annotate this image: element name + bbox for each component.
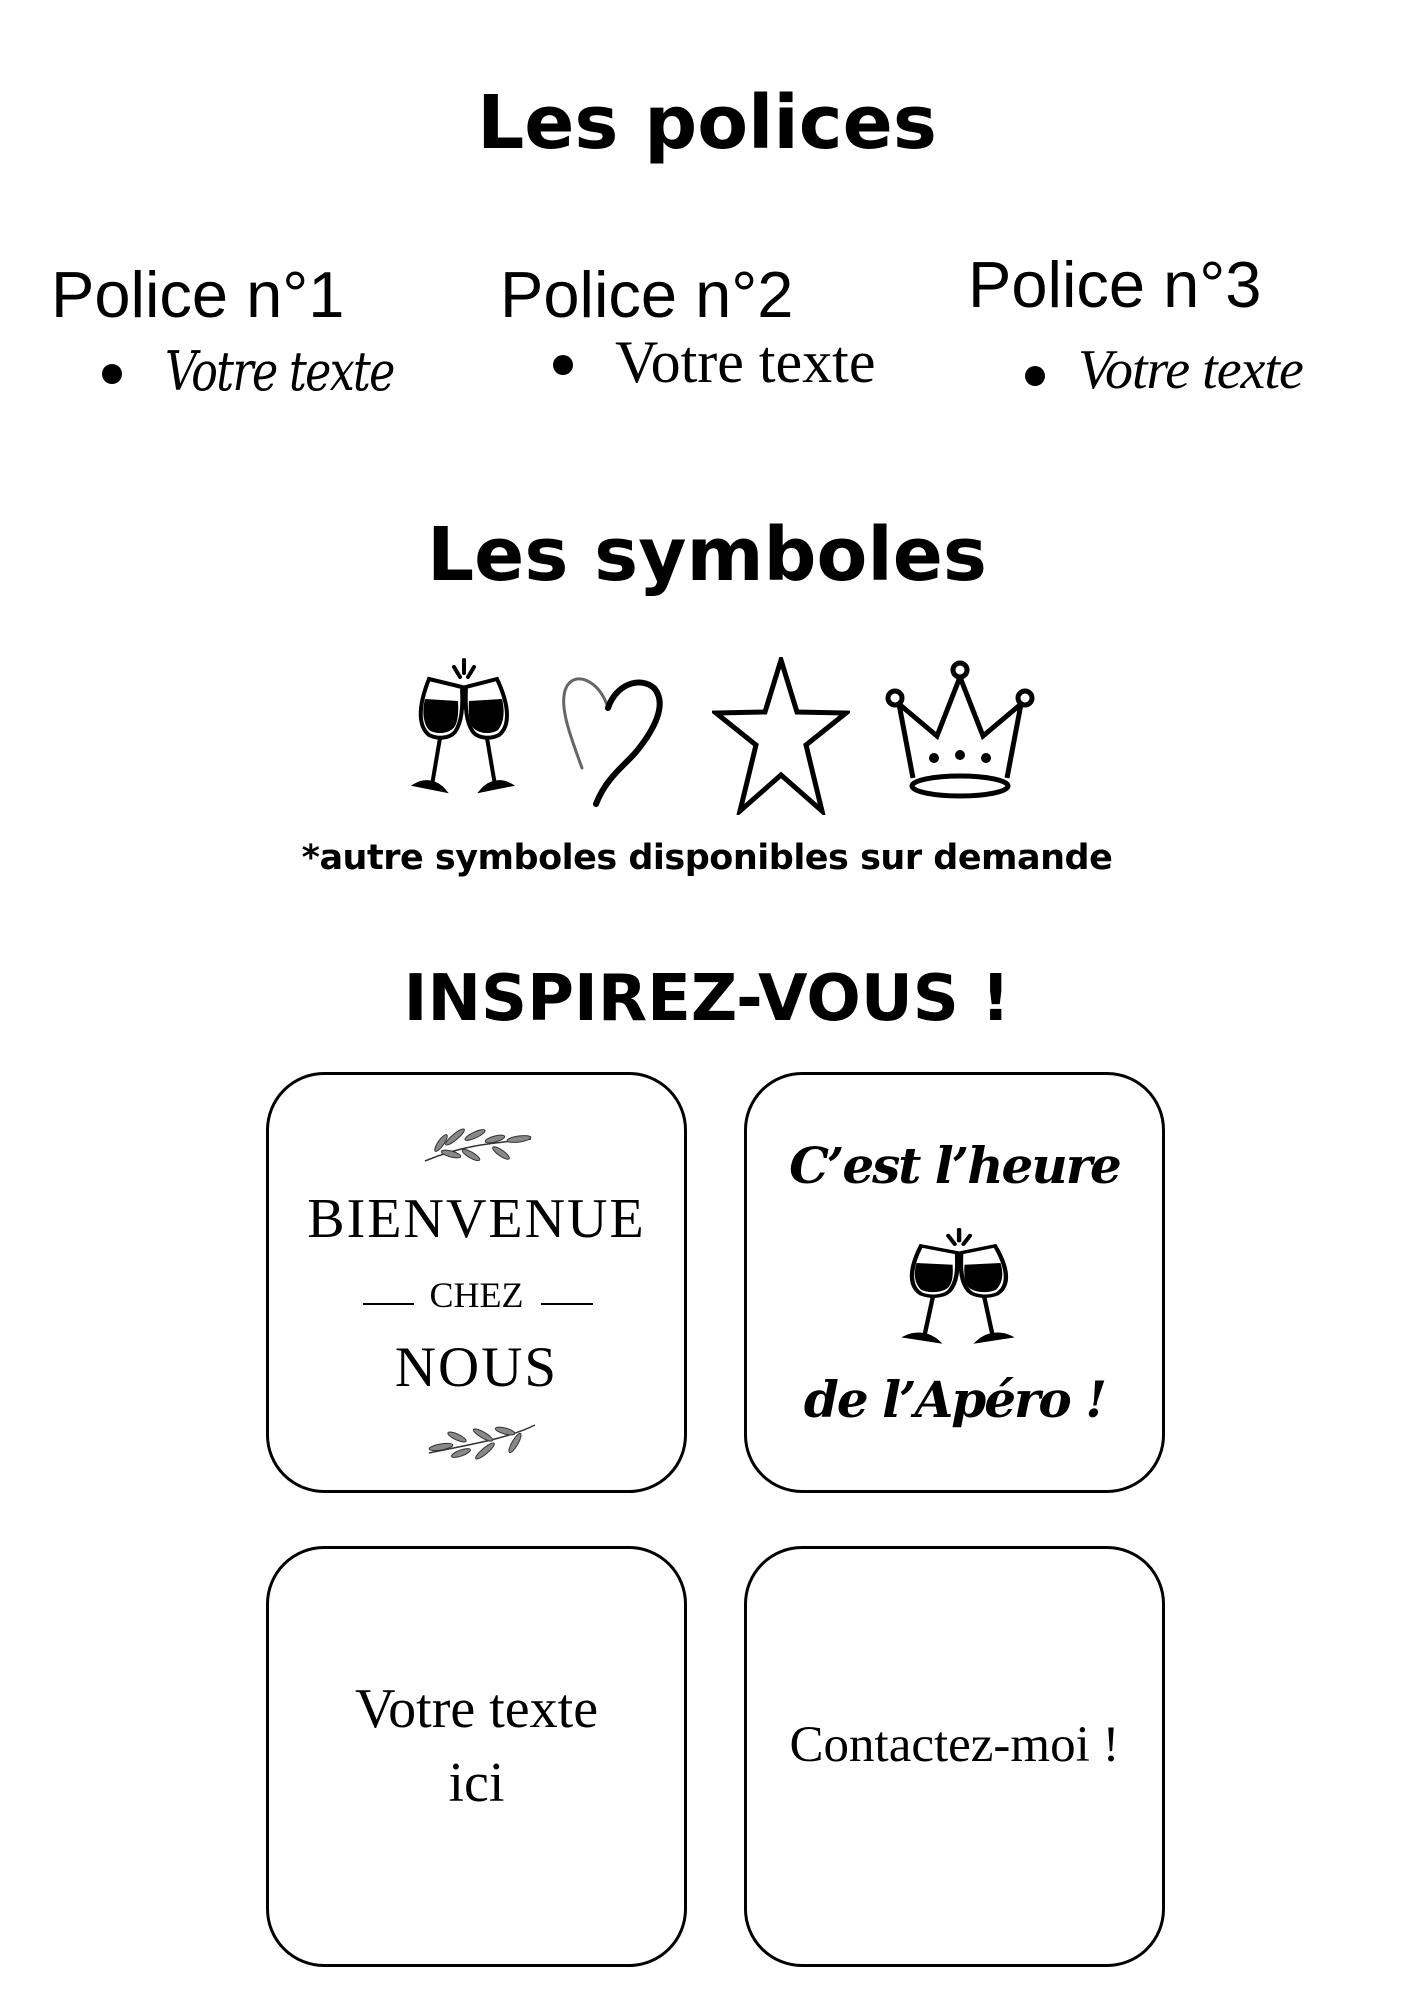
font-1-label: Police n°1: [51, 258, 345, 331]
fonts-section-title: Les polices: [477, 80, 937, 166]
card-apero-line2: de l’Apéro !: [803, 1370, 1106, 1429]
font-2-label: Police n°2: [500, 258, 794, 331]
star-icon: [712, 657, 850, 815]
inspiration-card-contact: [744, 1546, 1165, 1967]
symbols-section-title: Les symboles: [427, 512, 987, 598]
card-votre-texte-line1: Votre texte: [354, 1678, 599, 1740]
card-bienvenue-line2: CHEZ: [429, 1275, 524, 1315]
card-bienvenue-line1: BIENVENUE: [307, 1188, 646, 1250]
bullet-icon: [553, 355, 573, 375]
bullet-icon: [102, 364, 122, 384]
wine-glasses-icon: [897, 1227, 1019, 1347]
inspiration-section-title: INSPIREZ-VOUS !: [403, 962, 1011, 1036]
font-3-sample: Votre texte: [1078, 339, 1303, 401]
crown-icon: [885, 658, 1035, 808]
wine-glasses-icon: [407, 657, 519, 797]
card-apero-line1: C’est l’heure: [789, 1136, 1120, 1195]
card-contact-line1: Contactez-moi !: [789, 1717, 1120, 1773]
inspiration-card-votre-texte: [266, 1546, 687, 1967]
decorative-rule-right: [541, 1303, 593, 1305]
bullet-icon: [1025, 366, 1045, 386]
card-votre-texte-line2: ici: [448, 1752, 505, 1814]
inspiration-card-apero: [744, 1072, 1165, 1493]
leaf-branch-icon: [423, 1125, 533, 1165]
font-2-sample: Votre texte: [615, 329, 876, 395]
card-bienvenue-line3: NOUS: [394, 1336, 559, 1399]
font-3-label: Police n°3: [968, 248, 1262, 321]
leaf-branch-icon: [427, 1423, 537, 1463]
symbols-footnote: *autre symboles disponibles sur demande: [301, 838, 1113, 878]
font-1-sample: Votre texte: [165, 340, 394, 403]
inspiration-card-bienvenue: [266, 1072, 687, 1493]
heart-icon: [558, 670, 666, 810]
